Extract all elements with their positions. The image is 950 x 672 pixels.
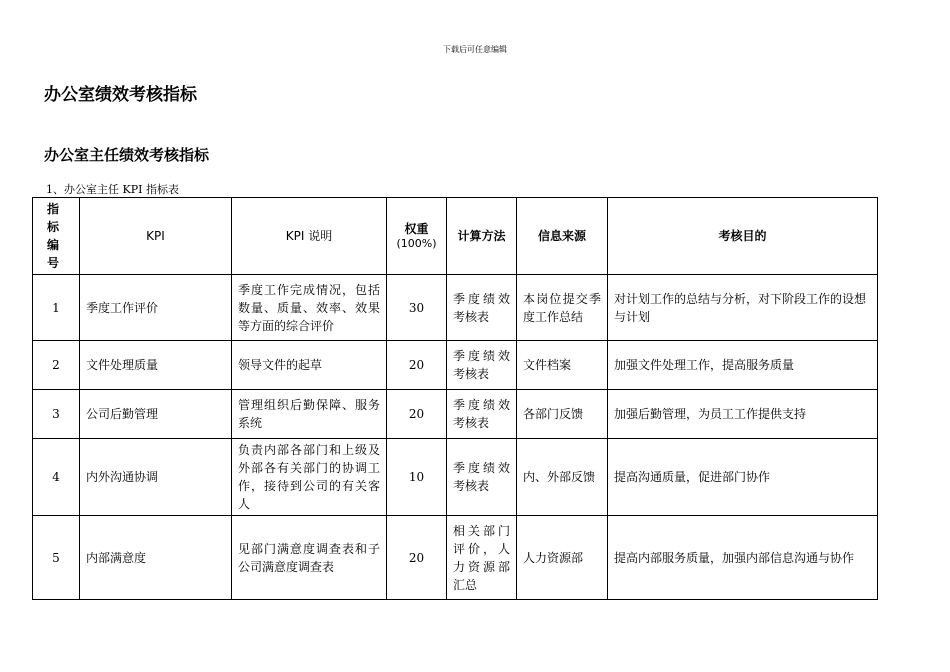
table-row — [33, 390, 878, 439]
header-desc: KPI 说明 — [232, 198, 387, 275]
cell-index: 3 — [33, 390, 80, 439]
cell-source: 内、外部反馈 — [517, 439, 608, 516]
table-row — [33, 275, 878, 341]
table-header-row — [33, 198, 878, 275]
header-weight — [387, 198, 447, 275]
cell-desc: 领导文件的起草 — [232, 341, 387, 390]
cell-purpose: 加强后勤管理，为员工工作提供支持 — [608, 390, 878, 439]
cell-desc: 见部门满意度调查表和子公司满意度调查表 — [232, 516, 387, 600]
header-weight-unit: (100%) — [396, 237, 437, 250]
cell-purpose: 加强文件处理工作，提高服务质量 — [608, 341, 878, 390]
table-row — [33, 341, 878, 390]
header-note: 下载后可任意编辑 — [443, 45, 507, 54]
cell-kpi: 内部满意度 — [80, 516, 232, 600]
table-row — [33, 439, 878, 516]
section-title: 办公室主任绩效考核指标 — [44, 146, 210, 164]
cell-weight: 10 — [387, 439, 447, 516]
cell-source: 人力资源部 — [517, 516, 608, 600]
cell-kpi: 内外沟通协调 — [80, 439, 232, 516]
cell-kpi: 公司后勤管理 — [80, 390, 232, 439]
cell-source: 本岗位提交季度工作总结 — [517, 275, 608, 341]
cell-method: 季度绩效考核表 — [447, 390, 517, 439]
cell-method: 相关部门评价，人力资源部汇总 — [447, 516, 517, 600]
cell-kpi: 季度工作评价 — [80, 275, 232, 341]
cell-purpose: 提高沟通质量，促进部门协作 — [608, 439, 878, 516]
cell-desc: 季度工作完成情况，包括数量、质量、效率、效果等方面的综合评价 — [232, 275, 387, 341]
cell-weight: 20 — [387, 390, 447, 439]
kpi-table — [32, 197, 878, 600]
cell-weight: 20 — [387, 341, 447, 390]
cell-weight: 30 — [387, 275, 447, 341]
header-index: 指标编号 — [33, 198, 80, 275]
cell-source: 文件档案 — [517, 341, 608, 390]
header-source: 信息来源 — [517, 198, 608, 275]
cell-method: 季度绩效考核表 — [447, 439, 517, 516]
header-kpi: KPI — [80, 198, 232, 275]
cell-index: 5 — [33, 516, 80, 600]
header-method: 计算方法 — [447, 198, 517, 275]
header-weight-label: 权重 — [404, 222, 429, 236]
cell-index: 1 — [33, 275, 80, 341]
table-row — [33, 516, 878, 600]
table-caption: 1、办公室主任 KPI 指标表 — [46, 183, 179, 196]
cell-weight: 20 — [387, 516, 447, 600]
cell-method: 季度绩效考核表 — [447, 341, 517, 390]
header-purpose: 考核目的 — [608, 198, 878, 275]
cell-purpose: 提高内部服务质量，加强内部信息沟通与协作 — [608, 516, 878, 600]
cell-desc: 管理组织后勤保障、服务系统 — [232, 390, 387, 439]
cell-source: 各部门反馈 — [517, 390, 608, 439]
page-title: 办公室绩效考核指标 — [44, 85, 197, 105]
cell-desc: 负责内部各部门和上级及外部各有关部门的协调工作，接待到公司的有关客人 — [232, 439, 387, 516]
cell-index: 2 — [33, 341, 80, 390]
cell-method: 季度绩效考核表 — [447, 275, 517, 341]
cell-purpose: 对计划工作的总结与分析，对下阶段工作的设想与计划 — [608, 275, 878, 341]
cell-kpi: 文件处理质量 — [80, 341, 232, 390]
cell-index: 4 — [33, 439, 80, 516]
